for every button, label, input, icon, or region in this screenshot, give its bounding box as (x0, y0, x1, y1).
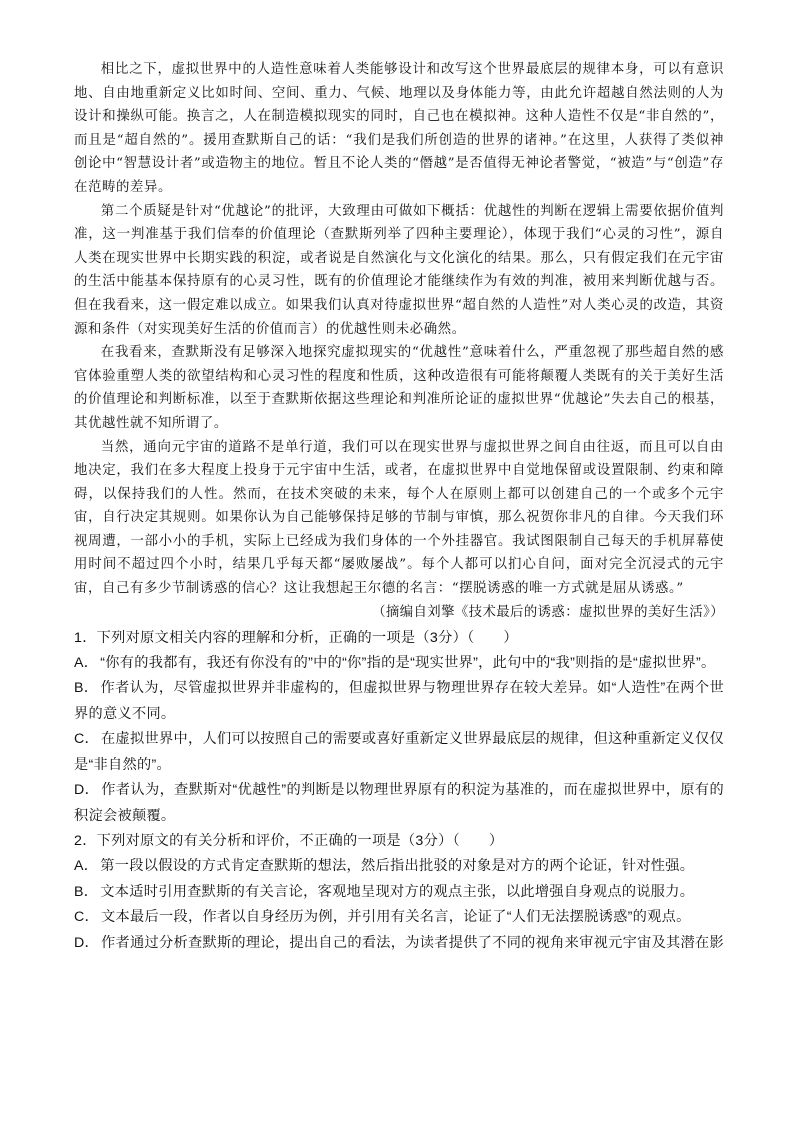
question-1 (74, 626, 724, 829)
question-list (74, 626, 724, 956)
option-text: 文本适时引用查默斯的有关言论，客观地呈现对方的观点主张，以此增强自身观点的说服力。 (100, 883, 695, 900)
option-text: 第一段以假设的方式肯定查默斯的想法，然后指出批驳的对象是对方的两个论证，针对性强。 (100, 858, 695, 875)
option-letter: A． (74, 858, 99, 875)
option-letter: B． (74, 680, 99, 697)
passage-source: （摘编自刘擎《技术最后的诱惑：虚拟世界的美好生活》） (372, 604, 724, 620)
option-letter: D． (74, 934, 100, 951)
question-option[interactable] (74, 727, 724, 778)
option-letter: D． (74, 782, 100, 799)
option-text: 在虚拟世界中，人们可以按照自己的需要或喜好重新定义世界最底层的规律，但这种重新定义仅仅是“非自然的”。 (74, 731, 725, 773)
passage-paragraph-4: 当然，通向元宇宙的道路不是单行道，我们可以在现实世界与虚拟世界之间自由往返，而且可以自由地决定，我们在多大程度上投身于元宇宙中生活，或者，在虚拟世界中自觉地保留或设置限制、约束和障碍，以保持我们的人性。然而，在技术突破的未来，每个人在原则上都可以创建自己的一个或多个元宇宙，自行决定其规则。如果你认为自己能够保持足够的节制与审慎，那么祝贺你非凡的自律。今天我们环视周遭，一部小小的手机，实际上已经成为我们身体的一个外挂器官。我试图限制自己每天的手机屏幕使用时间不超过四个小时，结果几乎每天都“屡败屡战”。每个人都可以扪心自问，面对完全沉浸式的元宇宙，自己有多少节制诱惑的信心？这让我想起王尔德的名言：“摆脱诱惑的唯一方式就是屈从诱惑。” (74, 439, 724, 597)
option-letter: C． (74, 909, 100, 926)
option-text: “你有的我都有，我还有你没有的”中的“你”指的是“现实世界”，此句中的“我”则指的是“虚拟世界”。 (100, 655, 716, 672)
question-option[interactable] (74, 778, 724, 829)
option-text: 文本最后一段，作者以自身经历为例，并引用有关名言，论证了“人们无法摆脱诱惑”的观点。 (101, 909, 691, 926)
question-option[interactable] (74, 854, 724, 879)
question-option[interactable] (74, 676, 724, 727)
question-option[interactable] (74, 651, 724, 676)
option-text: 作者通过分析查默斯的理论，提出自己的看法，为读者提供了不同的视角来审视元宇宙及其潜在影 (101, 934, 725, 951)
question-option[interactable] (74, 880, 724, 905)
passage-paragraph-3: 在我看来，查默斯没有足够深入地探究虚拟现实的“优越性”意味着什么，严重忽视了那些超自然的感官体验重塑人类的欲望结构和心灵习性的程度和性质，这种改造很有可能将颠覆人类既有的关于美好生活的价值理论和判断标准，以至于查默斯依据这些理论和判准所论证的虚拟世界“优越论”失去自己的根基，其优越性就不知所谓了。 (74, 345, 724, 431)
option-letter: C． (74, 731, 100, 748)
question-stem: 2．下列对原文的有关分析和评价，不正确的一项是（3分）（ ） (74, 832, 504, 849)
reading-passage (74, 58, 724, 601)
passage-paragraph-1: 相比之下，虚拟世界中的人造性意味着人类能够设计和改写这个世界最底层的规律本身，可以有意识地、自由地重新定义比如时间、空间、重力、气候、地理以及身体能力等，由此允许超越自然法则的人为设计和操纵可能。换言之，人在制造模拟现实的同时，自己也在模拟神。这种人造性不仅是“非自然的”，而且是“超自然的”。援用查默斯自己的话：“我们是我们所创造的世界的诸神。”在这里，人获得了类似神创论中“智慧设计者”或造物主的地位。暂且不论人类的“僭越”是否值得无神论者警觉，“被造”与“创造”存在范畴的差异。 (74, 62, 724, 195)
question-option[interactable] (74, 931, 724, 956)
option-text: 作者认为，尽管虚拟世界并非虚构的，但虚拟世界与物理世界存在较大差异。如“人造性”在两个世界的意义不同。 (74, 680, 724, 722)
option-letter: A． (74, 655, 99, 672)
passage-paragraph-2: 第二个质疑是针对“优越论”的批评，大致理由可做如下概括：优越性的判断在逻辑上需要依据价值判准，这一判准基于我们信奉的价值理论（查默斯列举了四种主要理论），体现于我们“心灵的习性”，源自人类在现实世界中长期实践的积淀，或者说是自然演化与文化演化的结果。那么，只有假定我们在元宇宙的生活中能基本保持原有的心灵习性，既有的价值理论才能继续作为有效的判准，被用来判断优越与否。但在我看来，这一假定难以成立。如果我们认真对待虚拟世界“超自然的人造性”对人类心灵的改造，其资源和条件（对实现美好生活的价值而言）的优越性则未必确然。 (74, 203, 724, 337)
option-letter: B． (74, 883, 99, 900)
question-2 (74, 829, 724, 956)
question-stem: 1．下列对原文相关内容的理解和分析，正确的一项是（3分）（ ） (74, 629, 518, 646)
question-option[interactable] (74, 905, 724, 930)
option-text: 作者认为，查默斯对“优越性”的判断是以物理世界原有的积淀为基准的，而在虚拟世界中，原有的积淀会被颠覆。 (74, 782, 724, 824)
